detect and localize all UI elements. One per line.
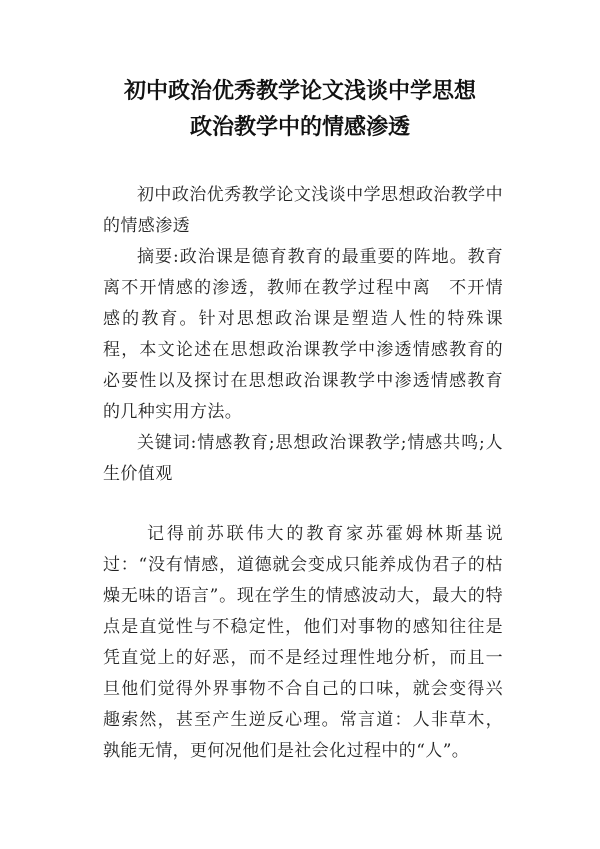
abstract-paragraph: 摘要:政治课是德育教育的最重要的阵地。教育离不开情感的渗透，教师在教学过程中离 不开情感的教育。针对思想政治课是塑造人性的特殊课程，本文论述在思想政治课教学中渗透情感教育的必要性以及探讨在思想政治课教学中渗透情感教育的几种实用方法。 — [103, 247, 503, 422]
title-line-1: 初中政治优秀教学论文浅谈中学思想 — [123, 79, 476, 104]
paragraph-gap — [103, 490, 503, 519]
body-paragraph: 记得前苏联伟大的教育家苏霍姆林斯基说过：“没有情感，道德就会变成只能养成伪君子的枯燥无味的语言”。现在学生的情感波动大，最大的特点是直觉性与不稳定性，他们对事物的感知往往是凭直觉上的好恶，而不是经过理性地分析，而且一旦他们觉得外界事物不合自己的口味，就会变得兴趣索然，甚至产生逆反心理。常言道：人非草木，孰能无情，更何况他们是社会化过程中的“人”。 — [103, 524, 503, 761]
subtitle-paragraph: 初中政治优秀教学论文浅谈中学思想政治教学中的情感渗透 — [103, 185, 503, 236]
keywords-paragraph: 关键词:情感教育;思想政治课教学;情感共鸣;人生价值观 — [103, 433, 503, 484]
document-title — [60, 74, 540, 146]
document-body — [103, 180, 503, 767]
title-line-2: 政治教学中的情感渗透 — [189, 115, 410, 140]
